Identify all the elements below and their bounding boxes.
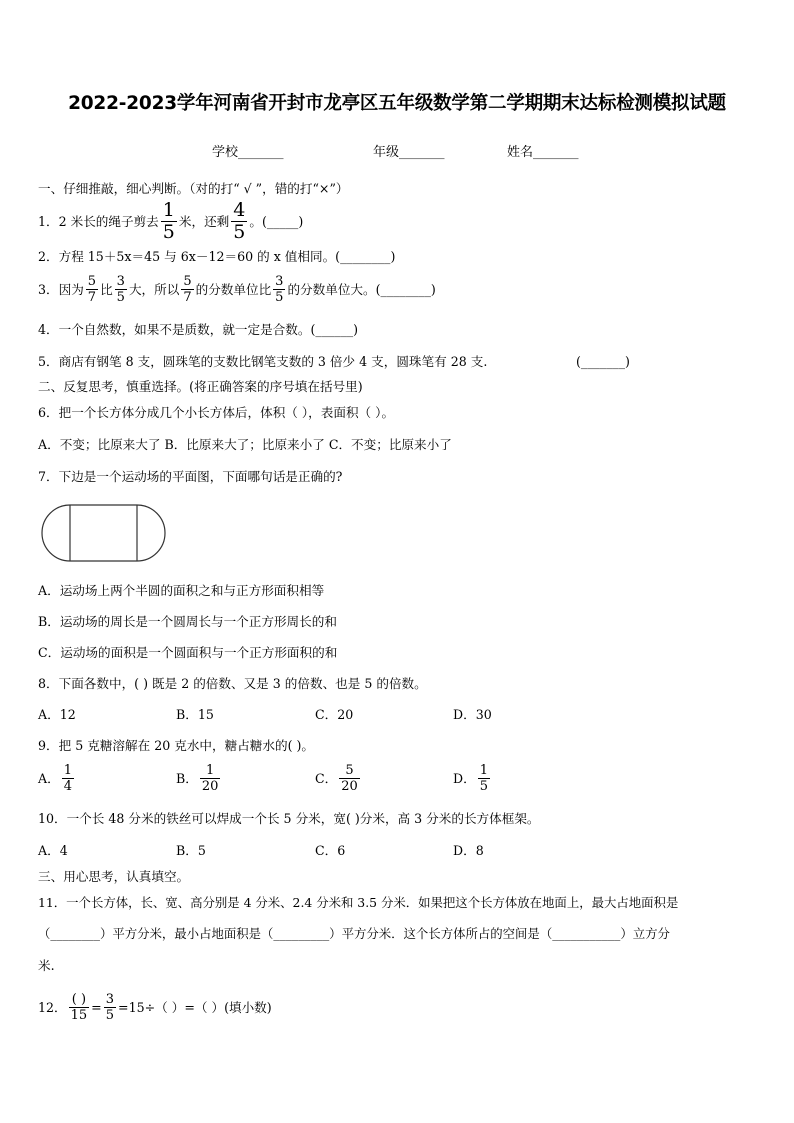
- option-b: B．5: [176, 843, 206, 858]
- question-11: 11．一个长方体，长、宽、高分别是 4 分米、2.4 分米和 3.5 分米．如果把这个长方体放在地面上，最大占地面积是: [38, 895, 679, 910]
- q12-text: =15÷（ ）=（ ）(填小数): [118, 999, 272, 1015]
- question-3: [38, 275, 436, 304]
- q3-text-e: 的分数单位大。(________): [287, 281, 436, 297]
- fraction: $\frac{1}{5}$: [479, 763, 488, 794]
- fraction: $\frac{( )}{15}$: [70, 992, 88, 1023]
- option-b: B．运动场的周长是一个圆周长与一个正方形周长的和: [38, 614, 337, 629]
- question-11-line-2: （________）平方分米，最小占地面积是（_________）平方分米．这个长方体所占的空间是（___________）立方分: [38, 926, 670, 941]
- option-a: [38, 764, 76, 793]
- question-8: 8．下面各数中，( ) 既是 2 的倍数、又是 3 的倍数、也是 5 的倍数。: [38, 676, 427, 691]
- fraction: $\frac{4}{5}$: [233, 199, 246, 243]
- option-c: C．20: [315, 707, 354, 722]
- question-5: 5．商店有钢笔 8 支，圆珠笔的支数比钢笔支数的 3 倍少 4 支，圆珠笔有 28 支.: [38, 354, 488, 369]
- option-d: D．8: [453, 843, 484, 858]
- option-letter: A．: [38, 770, 60, 786]
- q3-text-b: 比: [100, 281, 113, 297]
- question-7: 7．下边是一个运动场的平面图，下面哪句话是正确的?: [38, 469, 343, 484]
- option-d: [453, 764, 492, 793]
- option-b: [176, 764, 222, 793]
- option-c: C．6: [315, 843, 346, 858]
- fraction: $\frac{1}{20}$: [201, 763, 219, 794]
- question-6-options: A．不变；比原来大了 B．比原来大了；比原来小了 C．不变；比原来小了: [38, 437, 452, 452]
- option-a: A．12: [38, 707, 76, 722]
- question-2: 2．方程 15＋5x＝45 与 6x－12＝60 的 x 值相同。(________): [38, 249, 396, 264]
- section-2-heading: 二、反复思考，慎重选择。(将正确答案的序号填在括号里): [38, 379, 363, 394]
- question-12: [38, 993, 272, 1022]
- page-title: 2022-2023学年河南省开封市龙亭区五年级数学第二学期期末达标检测模拟试题: [68, 93, 726, 114]
- sports-field-diagram: [41, 504, 166, 562]
- section-3-heading: 三、用心思考，认真填空。: [38, 869, 190, 884]
- fraction: $\frac{5}{20}$: [341, 763, 358, 794]
- q3-text-c: 大，所以: [128, 281, 180, 297]
- option-b: B．15: [176, 707, 214, 722]
- section-1-heading: 一、仔细推敲，细心判断。（对的打“ √ ”，错的打“×”）: [38, 181, 349, 196]
- q12-number: 12．: [38, 999, 67, 1015]
- fraction: $\frac{5}{7}$: [183, 274, 192, 305]
- school-field: 学校_______: [212, 145, 284, 160]
- question-1: [38, 201, 303, 242]
- question-6: 6．把一个长方体分成几个小长方体后，体积（ ），表面积（ ）。: [38, 405, 395, 420]
- option-a: A．4: [38, 843, 68, 858]
- grade-field: 年级_______: [373, 145, 445, 160]
- fraction: $\frac{5}{7}$: [87, 274, 97, 305]
- option-d: D．30: [453, 707, 492, 722]
- name-field: 姓名_______: [507, 145, 579, 160]
- answer-blank: (_______): [576, 354, 630, 369]
- option-c: C．运动场的面积是一个圆面积与一个正方形面积的和: [38, 645, 338, 660]
- q1-text-c: 。(_____): [249, 213, 304, 229]
- question-9: 9．把 5 克糖溶解在 20 克水中，糖占糖水的( )。: [38, 738, 314, 753]
- q3-text-d: 的分数单位比: [195, 281, 272, 297]
- option-letter: D．: [453, 770, 476, 786]
- option-c: [315, 764, 362, 793]
- equals-sign: =: [91, 999, 102, 1015]
- fraction: $\frac{1}{4}$: [63, 763, 72, 794]
- fraction: $\frac{1}{5}$: [162, 199, 175, 243]
- q1-text-a: 1．2 米长的绳子剪去: [38, 213, 159, 229]
- q3-text-a: 3．因为: [38, 281, 84, 297]
- question-10: 10．一个长 48 分米的铁丝可以焊成一个长 5 分米，宽( )分米，高 3 分米的长方体框架。: [38, 811, 540, 826]
- question-11-line-3: 米.: [38, 958, 55, 973]
- fraction: $\frac{3}{5}$: [105, 992, 115, 1023]
- option-letter: C．: [315, 770, 338, 786]
- option-letter: B．: [176, 770, 198, 786]
- q1-text-b: 米，还剩: [178, 213, 230, 229]
- option-a: A．运动场上两个半圆的面积之和与正方形面积相等: [38, 583, 325, 598]
- fraction: $\frac{3}{5}$: [116, 274, 125, 305]
- question-4: 4．一个自然数，如果不是质数，就一定是合数。(______): [38, 322, 359, 337]
- fraction: $\frac{3}{5}$: [275, 274, 284, 305]
